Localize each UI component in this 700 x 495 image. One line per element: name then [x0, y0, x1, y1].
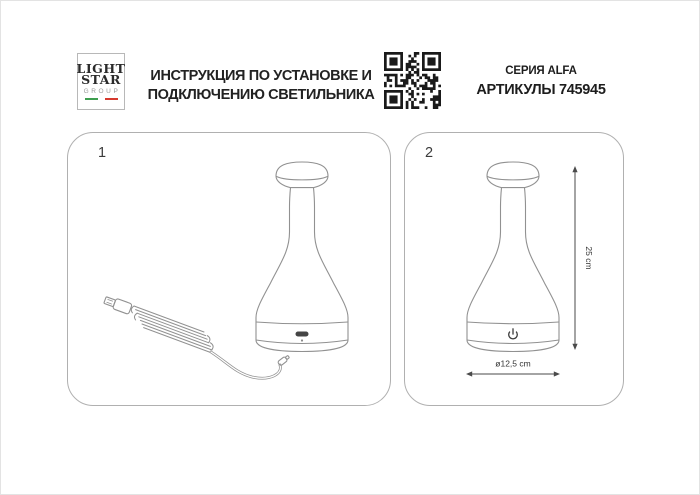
diameter-dimension — [466, 371, 560, 376]
series-label: СЕРИЯ ALFA — [505, 65, 577, 77]
usb-port-icon — [296, 332, 309, 337]
qr-code-image — [384, 52, 441, 109]
qr-code — [384, 52, 441, 109]
title-line-2: ПОДКЛЮЧЕНИЮ СВЕТИЛЬНИКА — [147, 86, 375, 103]
usb-a-plug-icon — [103, 295, 132, 315]
lamp-dimensions-illustration — [405, 133, 623, 405]
lamp-with-cable-illustration — [68, 133, 390, 405]
table-lamp-drawing — [256, 162, 348, 352]
flag-green-bar — [85, 98, 98, 101]
arrow-up-icon — [572, 166, 577, 172]
logo-line-star: STAR — [81, 72, 121, 88]
coiled-cable-bundle — [131, 306, 213, 353]
lightstar-logo — [77, 53, 125, 110]
logo-text — [76, 60, 126, 88]
step-number-2: 2 — [425, 145, 434, 161]
title-line-1: ИНСТРУКЦИЯ ПО УСТАНОВКЕ И — [150, 68, 372, 84]
articles-label: АРТИКУЛЫ 745945 — [476, 82, 606, 98]
indicator-dot — [301, 339, 303, 341]
lamp-outline — [467, 162, 559, 352]
cable-wire-outer — [211, 352, 280, 378]
height-dimension — [572, 166, 577, 350]
flag-red-bar — [105, 98, 118, 101]
arrow-right-icon — [554, 371, 560, 376]
page-title — [141, 67, 381, 104]
arrow-down-icon — [572, 344, 577, 350]
logo-line-light: LIGHT — [76, 60, 126, 76]
height-dimension-label: 25 cm — [584, 246, 594, 270]
logo-flag-bars — [85, 98, 118, 101]
logo-line-group: GROUP — [83, 87, 121, 95]
usb-c-plug-icon — [277, 354, 290, 366]
diameter-dimension-label: ø12,5 cm — [495, 358, 531, 369]
lamp-outline — [256, 162, 348, 352]
arrow-left-icon — [466, 371, 472, 376]
table-lamp-drawing — [467, 162, 559, 352]
step-number-1: 1 — [98, 145, 107, 161]
step-panel-1 — [67, 132, 391, 406]
step-panel-2 — [404, 132, 624, 406]
product-info — [453, 65, 629, 98]
usb-cable-drawing — [103, 295, 290, 378]
